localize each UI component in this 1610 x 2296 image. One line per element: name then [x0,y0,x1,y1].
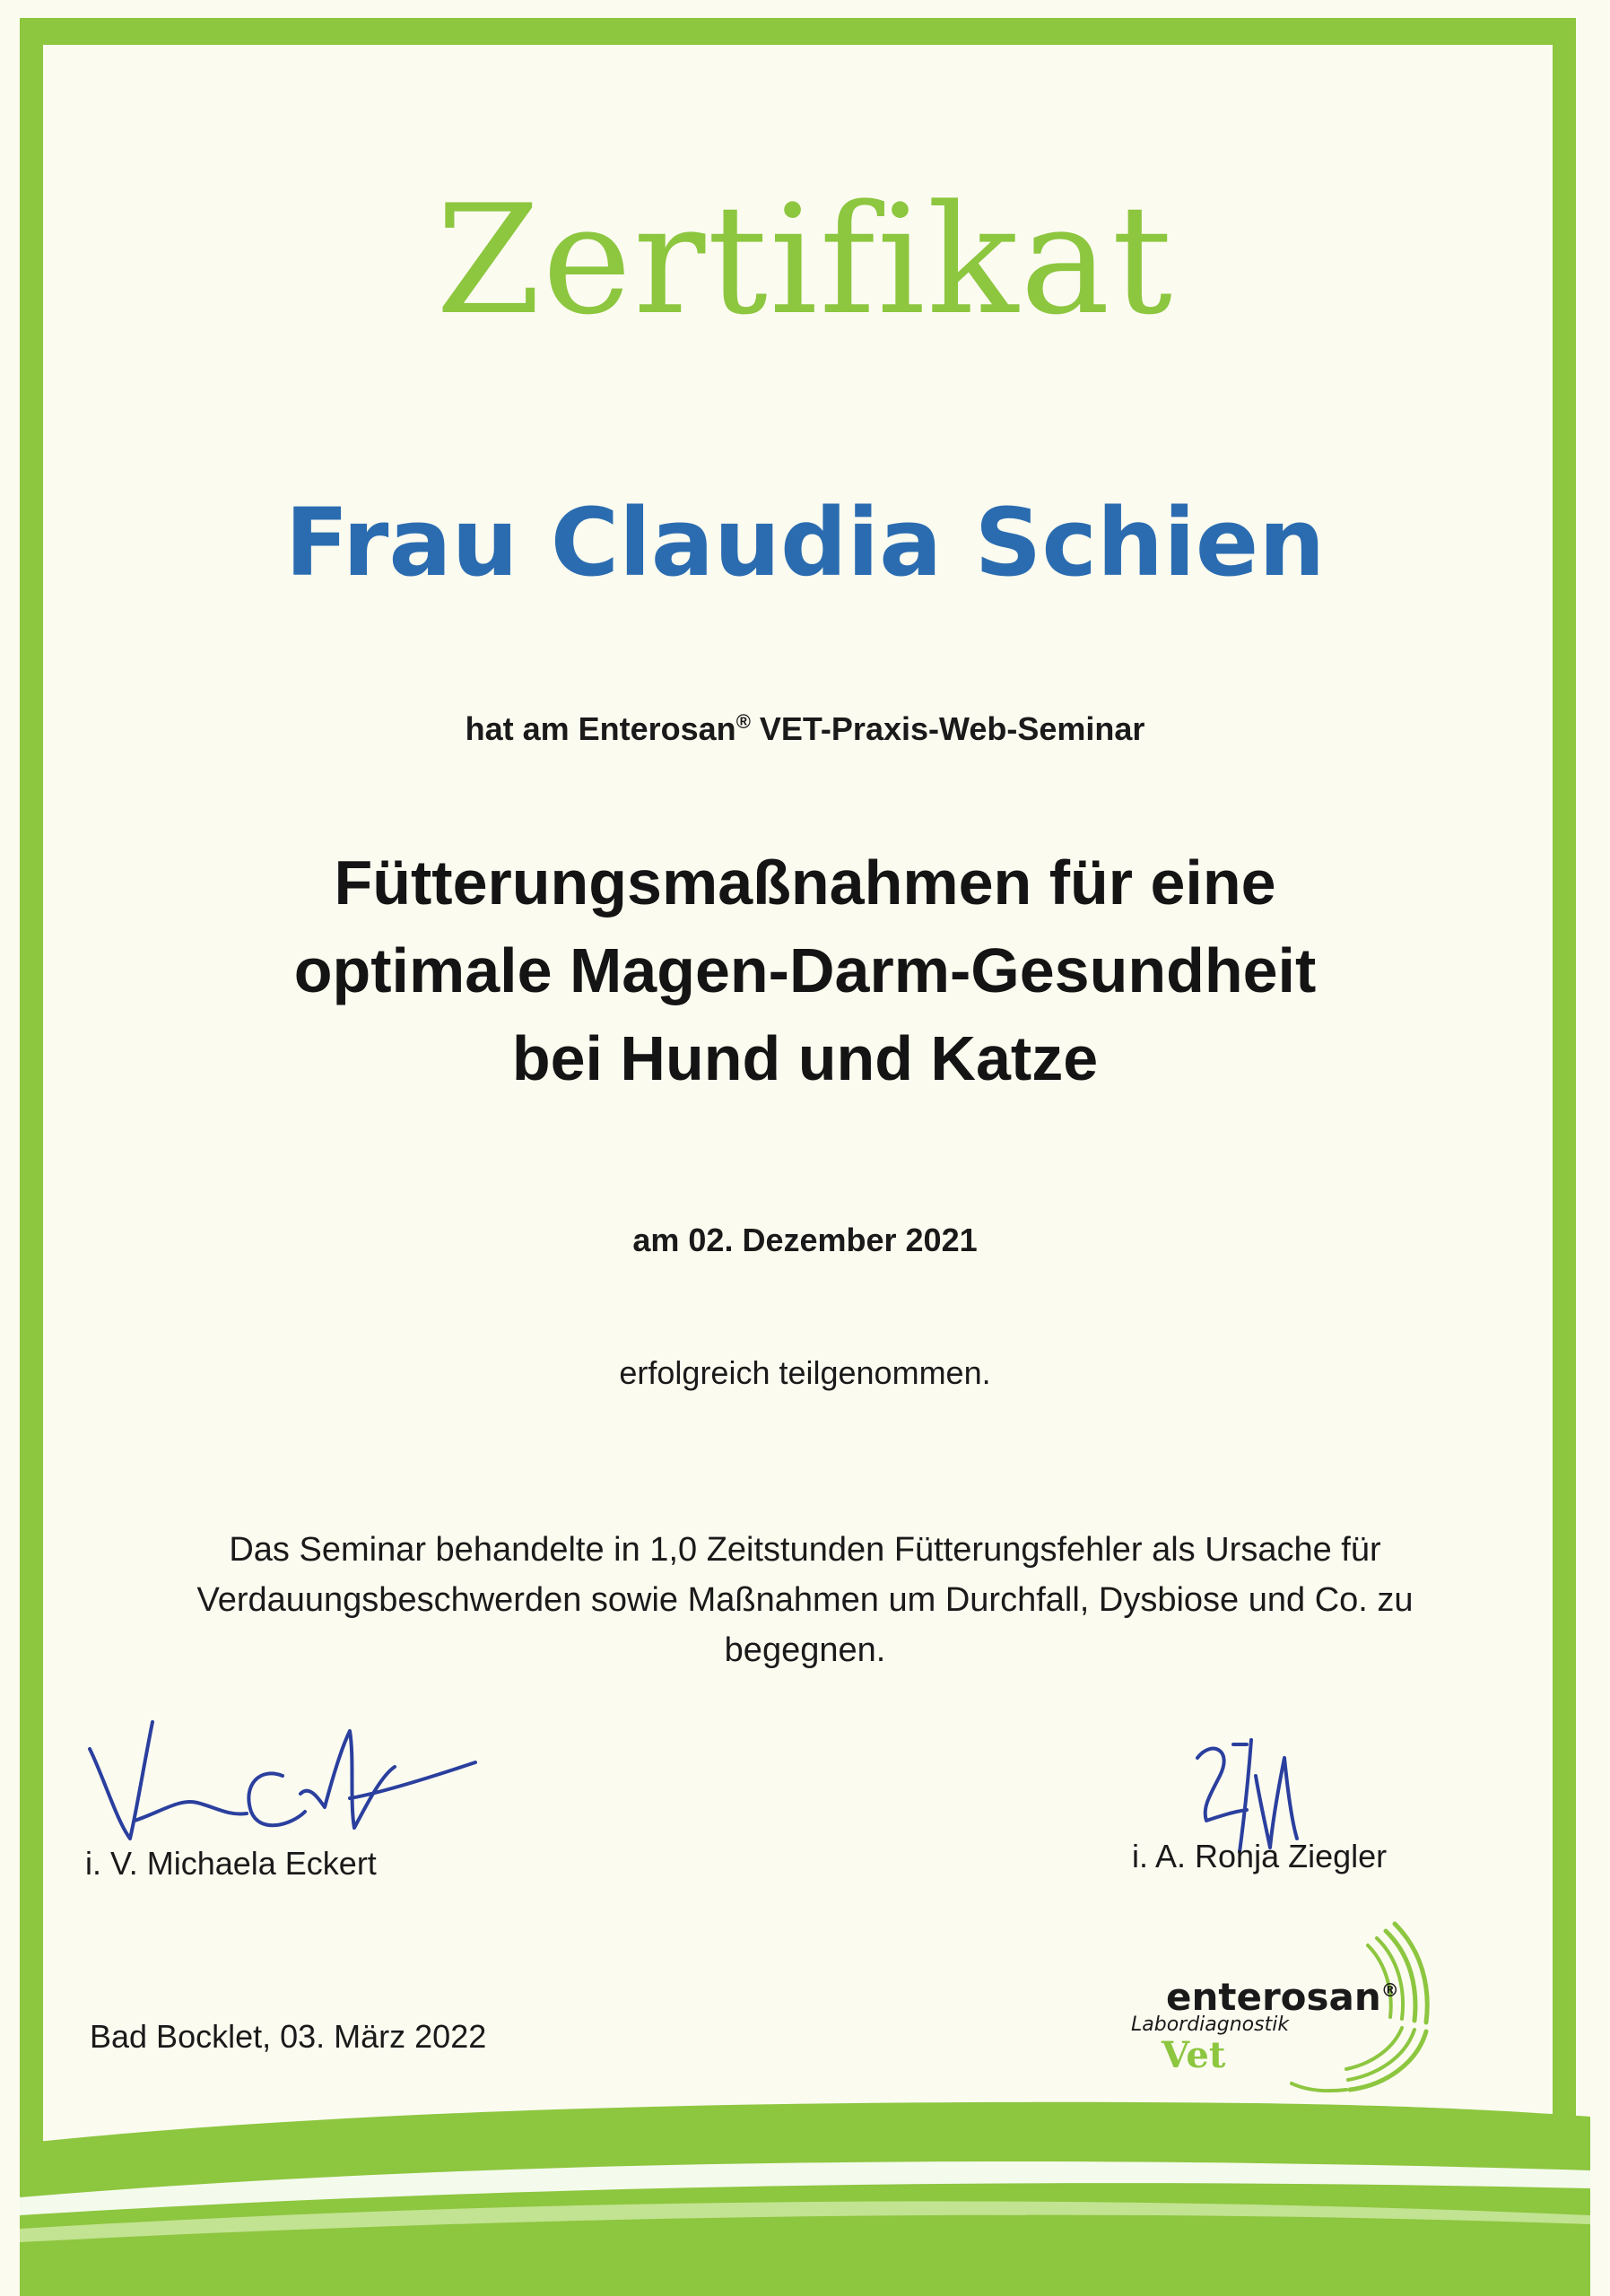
logo-subtitle: Labordiagnostik [1131,2013,1290,2036]
place-and-date: Bad Bocklet, 03. März 2022 [90,2018,487,2055]
seminar-description [99,1525,1511,1675]
signature-left [81,1713,493,1848]
description-line: Verdauungsbeschwerden sowie Maßnahmen um Durchfall, Dysbiose und Co. zu [196,1581,1414,1619]
seminar-title-line: optimale Magen-Darm-Gesundheit [293,935,1317,1005]
description-line: Das Seminar behandelte in 1,0 Zeitstunden Fütterungsfehler als Ursache für [229,1531,1381,1569]
logo-name [1166,1969,1399,2019]
bottom-green-wave [0,2090,1610,2296]
completion-statement: erfolgreich teilgenommen. [619,1354,991,1391]
description-line: begegnen. [724,1631,886,1669]
enterosan-vet-logo [1126,1915,1435,2094]
seminar-date: am 02. Dezember 2021 [632,1222,978,1258]
seminar-intro-text: hat am Enterosan [465,710,736,747]
logo-name-text: enterosan [1166,1975,1381,2019]
signatory-right-name: i. A. Ronja Ziegler [1132,1838,1388,1874]
logo-registered-mark: ® [1380,1979,1399,2001]
seminar-intro-type: VET-Praxis-Web-Seminar [750,710,1145,747]
logo-vet: Vet [1162,2034,1226,2076]
signatory-left-name: i. V. Michaela Eckert [85,1845,377,1882]
recipient-name: Frau Claudia Schien [284,488,1326,597]
seminar-title-line: Fütterungsmaßnahmen für eine [334,848,1276,918]
registered-mark: ® [735,710,751,733]
certificate-title: Zertifikat [435,172,1175,348]
seminar-title [90,839,1520,1102]
seminar-intro [0,701,1610,750]
seminar-title-line: bei Hund und Katze [511,1023,1099,1093]
